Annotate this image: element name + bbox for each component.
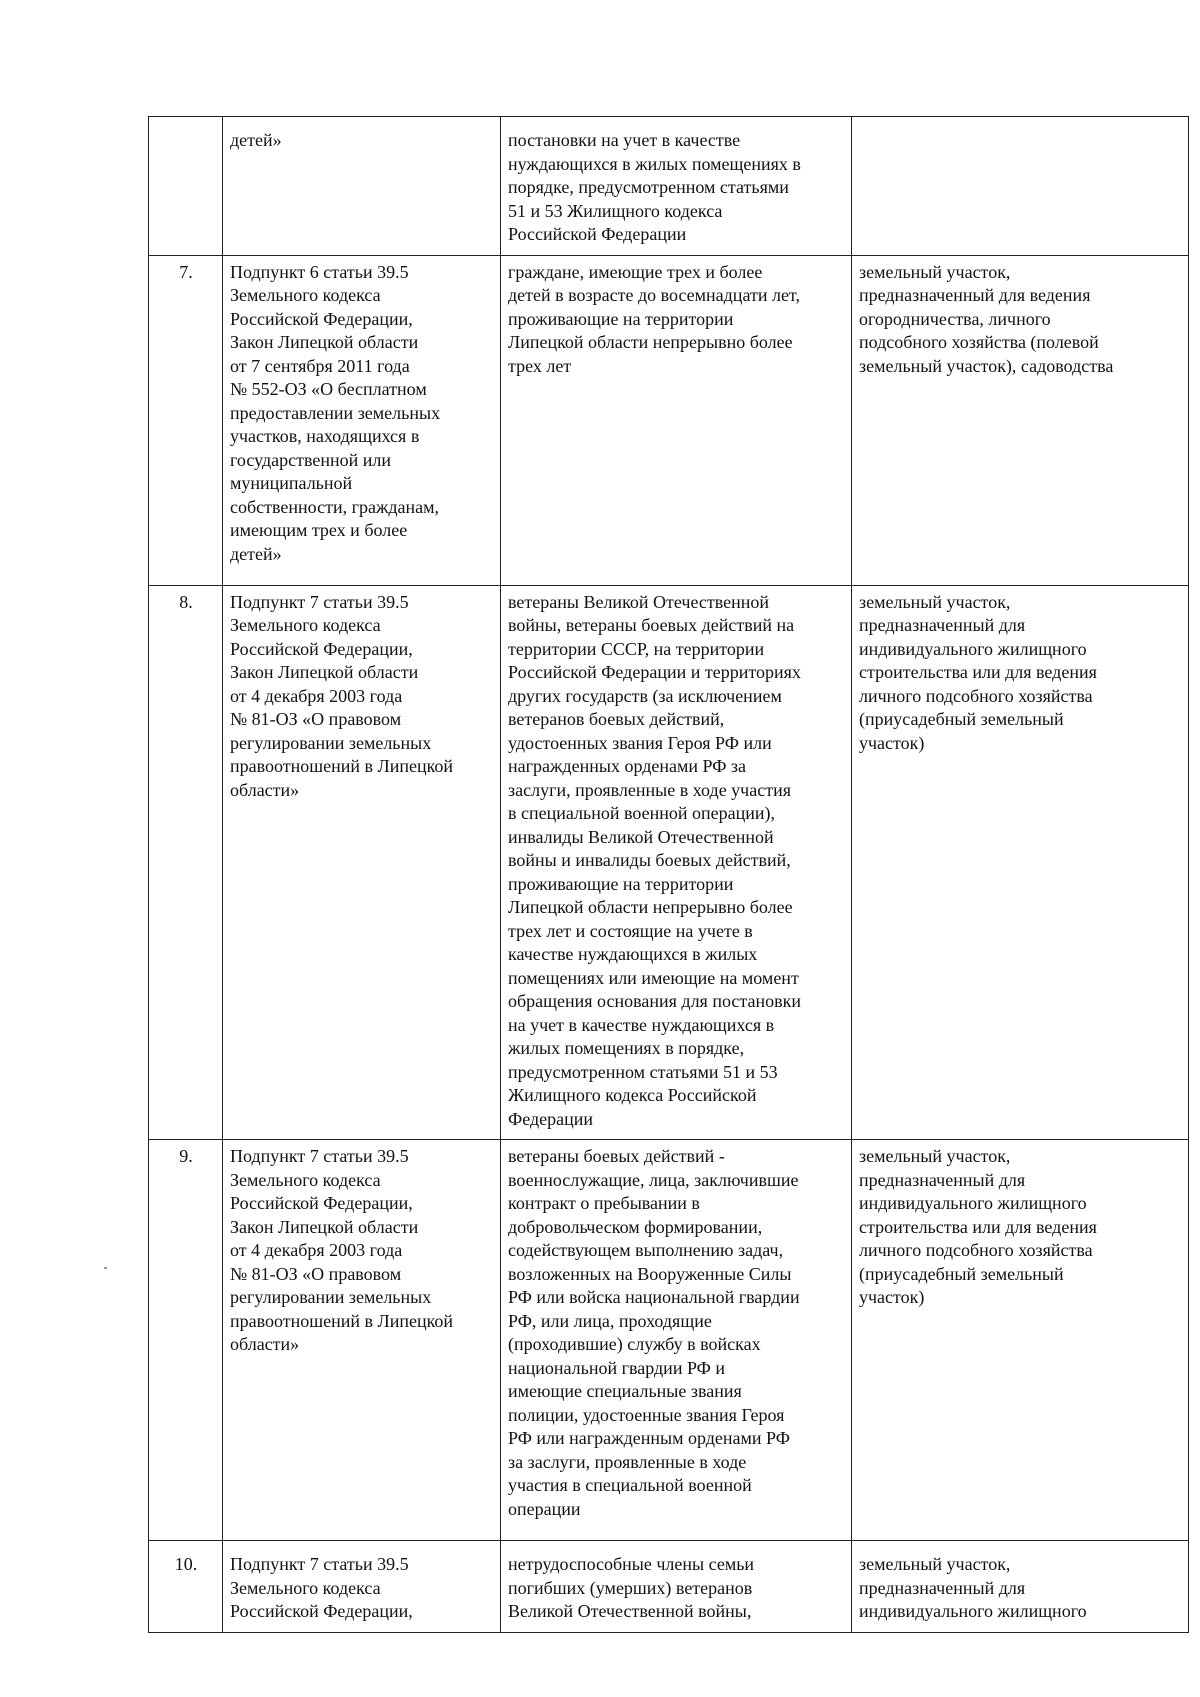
eligible-persons-cell bbox=[501, 1140, 852, 1541]
row-number-cell bbox=[149, 1541, 223, 1633]
land-purpose-text: земельный участок, предназначенный для индивидуального жилищного bbox=[859, 1554, 1087, 1621]
eligible-persons-text: ветераны боевых действий - военнослужащие, лица, заключившие контракт о пребывании в добровольческом формировании, содействующем выполнению задач, возложенных на Вооруженные Силы РФ или войска национальной гвардии РФ, или лица, проходящие (проходившие) службу в войсках национальной гвардии РФ и имеющие специальные звания полиции, удостоенные звания Героя РФ или награжденным орденами РФ за заслуги, проявленные в ходе участия в специальной военной операции bbox=[508, 1146, 800, 1519]
land-purpose-cell bbox=[852, 117, 1189, 256]
scan-edge-mark bbox=[104, 1267, 107, 1269]
row-number-cell bbox=[149, 255, 223, 585]
legal-basis-text: Подпункт 6 статьи 39.5 Земельного кодекса Российской Федерации, Закон Липецкой области от 7 сентября 2011 года № 552-ОЗ «О бесплатном предоставлении земельных участков, находящихся в государственной или муниципальной собственности, гражданам, имеющим трех и более детей» bbox=[230, 261, 441, 564]
land-purpose-cell bbox=[852, 1541, 1189, 1633]
eligible-persons-text: ветераны Великой Отечественной войны, ветераны боевых действий на территории СССР, на территории Российской Федерации и территориях других государств (за исключением ветеранов боевых действий, удостоенных звания Героя РФ или награжденных орденами РФ за заслуги, проявленные в ходе участия в специальной военной операции), инвалиды Великой Отечественной войны и инвалиды боевых действий, проживающие на территории Липецкой области непрерывно более трех лет и состоящие на учете в качестве нуждающихся в жилых помещениях или имеющие на момент обращения основания для постановки на учет в качестве нуждающихся в жилых помещениях в порядке, предусмотренном статьями 51 и 53 Жилищного кодекса Российской Федерации bbox=[508, 591, 801, 1129]
row-number: 7. bbox=[179, 261, 193, 282]
eligible-persons-text: граждане, имеющие трех и более детей в возрасте до восемнадцати лет, проживающие на территории Липецкой области непрерывно более трех лет bbox=[508, 261, 800, 376]
row-number-cell bbox=[149, 1140, 223, 1541]
table-row bbox=[149, 1541, 1189, 1633]
legal-basis-cell bbox=[223, 1140, 501, 1541]
table-row bbox=[149, 585, 1189, 1140]
land-purpose-text: земельный участок, предназначенный для ведения огородничества, личного подсобного хозяйства (полевой земельный участок), садоводства bbox=[859, 261, 1114, 376]
row-number-cell bbox=[149, 585, 223, 1140]
legal-basis-cell bbox=[223, 1541, 501, 1633]
land-purpose-text: земельный участок, предназначенный для индивидуального жилищного строительства или для ведения личного подсобного хозяйства (приусадебный земельный участок) bbox=[859, 591, 1097, 753]
eligible-persons-cell bbox=[501, 585, 852, 1140]
row-number-cell bbox=[149, 117, 223, 256]
land-purpose-cell bbox=[852, 1140, 1189, 1541]
eligible-persons-cell bbox=[501, 1541, 852, 1633]
land-purpose-cell bbox=[852, 255, 1189, 585]
eligible-persons-text: постановки на учет в качестве нуждающихся в жилых помещениях в порядке, предусмотренном статьями 51 и 53 Жилищного кодекса Российской Федерации bbox=[508, 130, 801, 244]
row-number: 8. bbox=[179, 591, 193, 612]
legal-basis-text: Подпункт 7 статьи 39.5 Земельного кодекса Российской Федерации, bbox=[230, 1554, 413, 1621]
legal-basis-text: Подпункт 7 статьи 39.5 Земельного кодекса Российской Федерации, Закон Липецкой области от 4 декабря 2003 года № 81-ОЗ «О правовом регулировании земельных правоотношений в Липецкой области» bbox=[230, 1146, 454, 1354]
land-purpose-text: земельный участок, предназначенный для индивидуального жилищного строительства или для ведения личного подсобного хозяйства (приусадебный земельный участок) bbox=[859, 1146, 1097, 1307]
legal-basis-cell bbox=[223, 585, 501, 1140]
legal-basis-cell bbox=[223, 117, 501, 256]
row-number: 9. bbox=[179, 1146, 193, 1166]
table-row bbox=[149, 117, 1189, 256]
table-row bbox=[149, 1140, 1189, 1541]
eligible-persons-cell bbox=[501, 255, 852, 585]
table-row bbox=[149, 255, 1189, 585]
legal-basis-cell bbox=[223, 255, 501, 585]
eligible-persons-cell bbox=[501, 117, 852, 256]
legal-basis-text: Подпункт 7 статьи 39.5 Земельного кодекса Российской Федерации, Закон Липецкой области от 4 декабря 2003 года № 81-ОЗ «О правовом регулировании земельных правоотношений в Липецкой области» bbox=[230, 591, 454, 800]
land-purpose-cell bbox=[852, 585, 1189, 1140]
land-allocation-table bbox=[148, 116, 1189, 1633]
row-number: 10. bbox=[174, 1554, 198, 1574]
eligible-persons-text: нетрудоспособные члены семьи погибших (умерших) ветеранов Великой Отечественной войны, bbox=[508, 1554, 755, 1621]
legal-basis-text: детей» bbox=[230, 130, 282, 150]
